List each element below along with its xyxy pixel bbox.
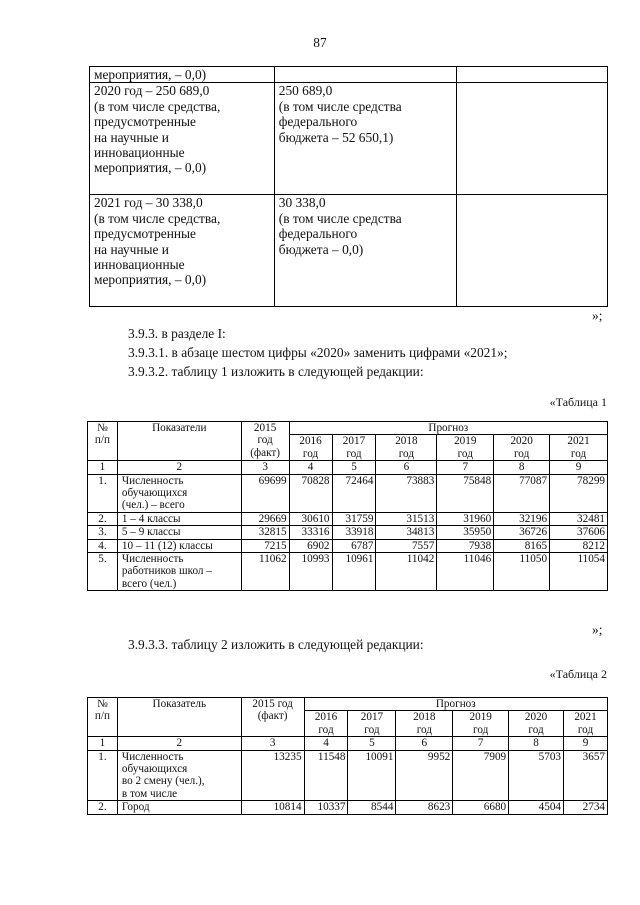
column-number: 7	[437, 461, 494, 474]
value-cell: 69699	[241, 474, 289, 512]
value-cell: 11042	[376, 553, 437, 591]
value-cell: 6902	[289, 539, 332, 552]
column-number: 8	[509, 737, 564, 750]
table-row	[88, 750, 608, 801]
paragraph: 3.9.3.1. в абзаце шестом цифры «2020» заменить цифрами «2021»;	[128, 345, 508, 360]
column-number: 1	[88, 737, 118, 750]
table-row	[88, 512, 608, 525]
header-cell-year: 2019 год	[453, 711, 509, 737]
value-cell: 37606	[550, 526, 608, 539]
column-number: 7	[453, 737, 509, 750]
row-name: 5 – 9 классы	[117, 526, 241, 539]
table-header-row	[88, 698, 608, 711]
value-cell: 72464	[332, 474, 376, 512]
value-cell: 8165	[494, 539, 550, 552]
row-number: 2.	[88, 801, 118, 814]
value-cell: 9952	[396, 750, 453, 801]
table-cell	[457, 67, 608, 83]
header-cell: 2015 год (факт)	[241, 422, 289, 461]
column-number: 5	[332, 461, 376, 474]
value-cell: 31759	[332, 512, 376, 525]
table-2	[87, 697, 608, 815]
row-name: 1 – 4 классы	[117, 512, 241, 525]
value-cell: 31513	[376, 512, 437, 525]
value-cell: 3657	[564, 750, 608, 801]
value-cell: 34813	[376, 526, 437, 539]
value-cell: 7215	[241, 539, 289, 552]
value-cell: 6787	[332, 539, 376, 552]
header-cell-year: 2018 год	[396, 711, 453, 737]
value-cell: 10814	[241, 801, 304, 814]
table-row	[88, 539, 608, 552]
table-row	[88, 526, 608, 539]
row-name: Численность обучающихся во 2 смену (чел.), в том числе	[117, 750, 241, 801]
column-number: 3	[241, 461, 289, 474]
column-number: 2	[117, 737, 241, 750]
value-cell: 78299	[550, 474, 608, 512]
table-cell	[274, 67, 457, 83]
table-cell: 250 689,0 (в том числе средства федерального бюджета – 52 650,1)	[274, 83, 457, 195]
value-cell: 4504	[509, 801, 564, 814]
value-cell: 30610	[289, 512, 332, 525]
paragraph: 3.9.3.3. таблицу 2 изложить в следующей редакции:	[128, 637, 424, 652]
column-number: 8	[494, 461, 550, 474]
value-cell: 33316	[289, 526, 332, 539]
header-cell: 2015 год (факт)	[241, 698, 304, 737]
header-cell: Показатель	[117, 698, 241, 737]
value-cell: 6680	[453, 801, 509, 814]
row-number: 4.	[88, 539, 118, 552]
header-cell-year: 2019 год	[437, 435, 494, 461]
table-cell: 2020 год – 250 689,0 (в том числе средства, предусмотренные на научные и инновационные мероприятия, – 0,0)	[90, 83, 275, 195]
value-cell: 32196	[494, 512, 550, 525]
header-cell: № п/п	[88, 422, 118, 461]
header-cell-forecast: Прогноз	[289, 422, 607, 435]
table-row	[88, 801, 608, 814]
header-cell-forecast: Прогноз	[304, 698, 607, 711]
value-cell: 73883	[376, 474, 437, 512]
value-cell: 8623	[396, 801, 453, 814]
row-name: Численность обучающихся (чел.) – всего	[117, 474, 241, 512]
paragraph: 3.9.3.2. таблицу 1 изложить в следующей редакции:	[128, 364, 424, 379]
value-cell: 32815	[241, 526, 289, 539]
header-cell-year: 2020 год	[494, 435, 550, 461]
closing-quote: »;	[592, 308, 603, 323]
value-cell: 11548	[304, 750, 348, 801]
row-number: 5.	[88, 553, 118, 591]
row-number: 1.	[88, 750, 118, 801]
value-cell: 35950	[437, 526, 494, 539]
column-number: 4	[304, 737, 348, 750]
value-cell: 7909	[453, 750, 509, 801]
value-cell: 5703	[509, 750, 564, 801]
value-cell: 11054	[550, 553, 608, 591]
value-cell: 10337	[304, 801, 348, 814]
table-row	[90, 83, 608, 195]
row-number: 2.	[88, 512, 118, 525]
closing-quote: »;	[592, 622, 603, 637]
header-cell-year: 2016 год	[304, 711, 348, 737]
paragraph: 3.9.3. в разделе I:	[128, 326, 226, 341]
value-cell: 10091	[348, 750, 396, 801]
table-1	[87, 421, 608, 591]
financing-table	[89, 66, 608, 307]
column-number: 6	[376, 461, 437, 474]
value-cell: 36726	[494, 526, 550, 539]
value-cell: 8544	[348, 801, 396, 814]
column-number: 3	[241, 737, 304, 750]
column-number: 4	[289, 461, 332, 474]
row-name: Город	[117, 801, 241, 814]
header-cell: № п/п	[88, 698, 118, 737]
value-cell: 11050	[494, 553, 550, 591]
column-number-row	[88, 737, 608, 750]
table-cell: 2021 год – 30 338,0 (в том числе средства, предусмотренные на научные и инновационные мероприятия, – 0,0)	[90, 195, 275, 307]
value-cell: 29669	[241, 512, 289, 525]
page-number: 87	[313, 35, 327, 50]
value-cell: 70828	[289, 474, 332, 512]
table-cell: 30 338,0 (в том числе средства федерального бюджета – 0,0)	[274, 195, 457, 307]
value-cell: 2734	[564, 801, 608, 814]
value-cell: 10961	[332, 553, 376, 591]
header-cell-year: 2018 год	[376, 435, 437, 461]
table-row	[88, 553, 608, 591]
value-cell: 31960	[437, 512, 494, 525]
header-cell-year: 2017 год	[348, 711, 396, 737]
header-cell-year: 2021 год	[564, 711, 608, 737]
value-cell: 13235	[241, 750, 304, 801]
table-label: «Таблица 2	[549, 667, 607, 681]
value-cell: 75848	[437, 474, 494, 512]
value-cell: 8212	[550, 539, 608, 552]
table-cell	[457, 195, 608, 307]
table-header-row	[88, 422, 608, 435]
value-cell: 11062	[241, 553, 289, 591]
value-cell: 7557	[376, 539, 437, 552]
row-name: 10 – 11 (12) классы	[117, 539, 241, 552]
value-cell: 7938	[437, 539, 494, 552]
column-number: 9	[564, 737, 608, 750]
header-cell-year: 2021 год	[550, 435, 608, 461]
table-row	[88, 474, 608, 512]
row-number: 3.	[88, 526, 118, 539]
table-cell: мероприятия, – 0,0)	[90, 67, 275, 83]
value-cell: 77087	[494, 474, 550, 512]
row-name: Численность работников школ – всего (чел.)	[117, 553, 241, 591]
column-number: 2	[117, 461, 241, 474]
column-number-row	[88, 461, 608, 474]
table-row	[90, 195, 608, 307]
header-cell-year: 2020 год	[509, 711, 564, 737]
table-cell	[457, 83, 608, 195]
value-cell: 11046	[437, 553, 494, 591]
table-label: «Таблица 1	[549, 395, 607, 409]
header-cell-year: 2016 год	[289, 435, 332, 461]
row-number: 1.	[88, 474, 118, 512]
header-cell: Показатели	[117, 422, 241, 461]
value-cell: 32481	[550, 512, 608, 525]
column-number: 1	[88, 461, 118, 474]
value-cell: 33918	[332, 526, 376, 539]
column-number: 9	[550, 461, 608, 474]
column-number: 5	[348, 737, 396, 750]
table-row	[90, 67, 608, 83]
column-number: 6	[396, 737, 453, 750]
header-cell-year: 2017 год	[332, 435, 376, 461]
value-cell: 10993	[289, 553, 332, 591]
